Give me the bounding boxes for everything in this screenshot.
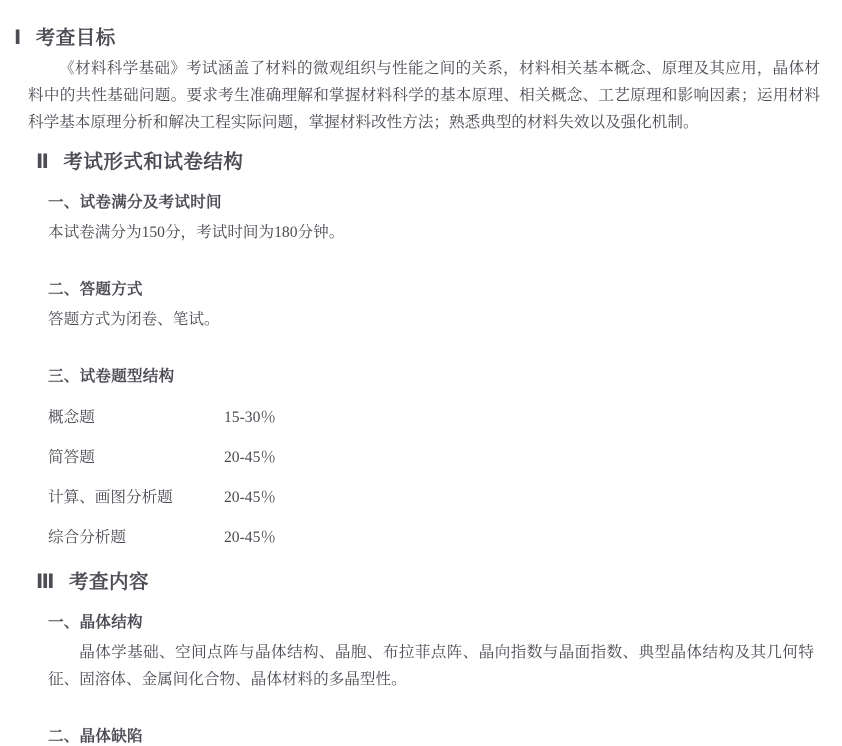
section-title: 考查内容 [68, 570, 149, 594]
section-heading-1 [14, 22, 828, 50]
question-type-table [48, 396, 276, 556]
table-row [48, 476, 276, 516]
subsection-heading-score-time: 一、试卷满分及考试时间 [48, 193, 222, 212]
section-heading-3 [36, 566, 828, 594]
table-row [48, 516, 276, 556]
table-row [48, 396, 276, 436]
question-type-value: 20-45％ [224, 529, 276, 547]
question-type-label: 综合分析题 [48, 529, 126, 547]
subsection-heading-crystal-structure: 一、晶体结构 [48, 613, 143, 632]
question-type-value: 20-45％ [224, 489, 276, 507]
section-number: Ⅰ [14, 26, 22, 49]
subsection-heading-answer-method: 二、答题方式 [48, 280, 143, 299]
section-heading-2 [36, 146, 828, 174]
section-number: Ⅲ [36, 570, 55, 594]
subsection-text-crystal-structure: 晶体学基础、空间点阵与晶体结构、晶胞、布拉菲点阵、晶向指数与晶面指数、典型晶体结构及其几何特征、固溶体、金属间化合物、晶体材料的多晶型性。 [48, 644, 814, 688]
section-title: 考查目标 [35, 26, 116, 49]
section-1-paragraph: 《材料科学基础》考试涵盖了材料的微观组织与性能之间的关系，材料相关基本概念、原理及其应用，晶体材料中的共性基础问题。要求考生准确理解和掌握材料科学的基本原理、相关概念、工艺原理和影响因素；运用材料科学基本原理分析和解决工程实际问题，掌握材料改性方法；熟悉典型的材料失效以及强化机制。 [28, 60, 820, 131]
subsection-heading-crystal-defects: 二、晶体缺陷 [48, 726, 143, 745]
table-row [48, 436, 276, 476]
section-title: 考试形式和试卷结构 [63, 150, 244, 174]
subsection-text-answer-method: 答题方式为闭卷、笔试。 [48, 311, 220, 329]
question-type-label: 计算、画图分析题 [48, 489, 173, 507]
question-type-label: 简答题 [48, 449, 95, 467]
question-type-label: 概念题 [48, 409, 95, 427]
subsection-heading-question-types: 三、试卷题型结构 [48, 367, 175, 386]
subsection-text-score-time: 本试卷满分为150分，考试时间为180分钟。 [48, 224, 345, 242]
question-type-value: 20-45％ [224, 449, 276, 467]
section-number: Ⅱ [36, 150, 50, 174]
question-type-value: 15-30％ [224, 409, 276, 427]
